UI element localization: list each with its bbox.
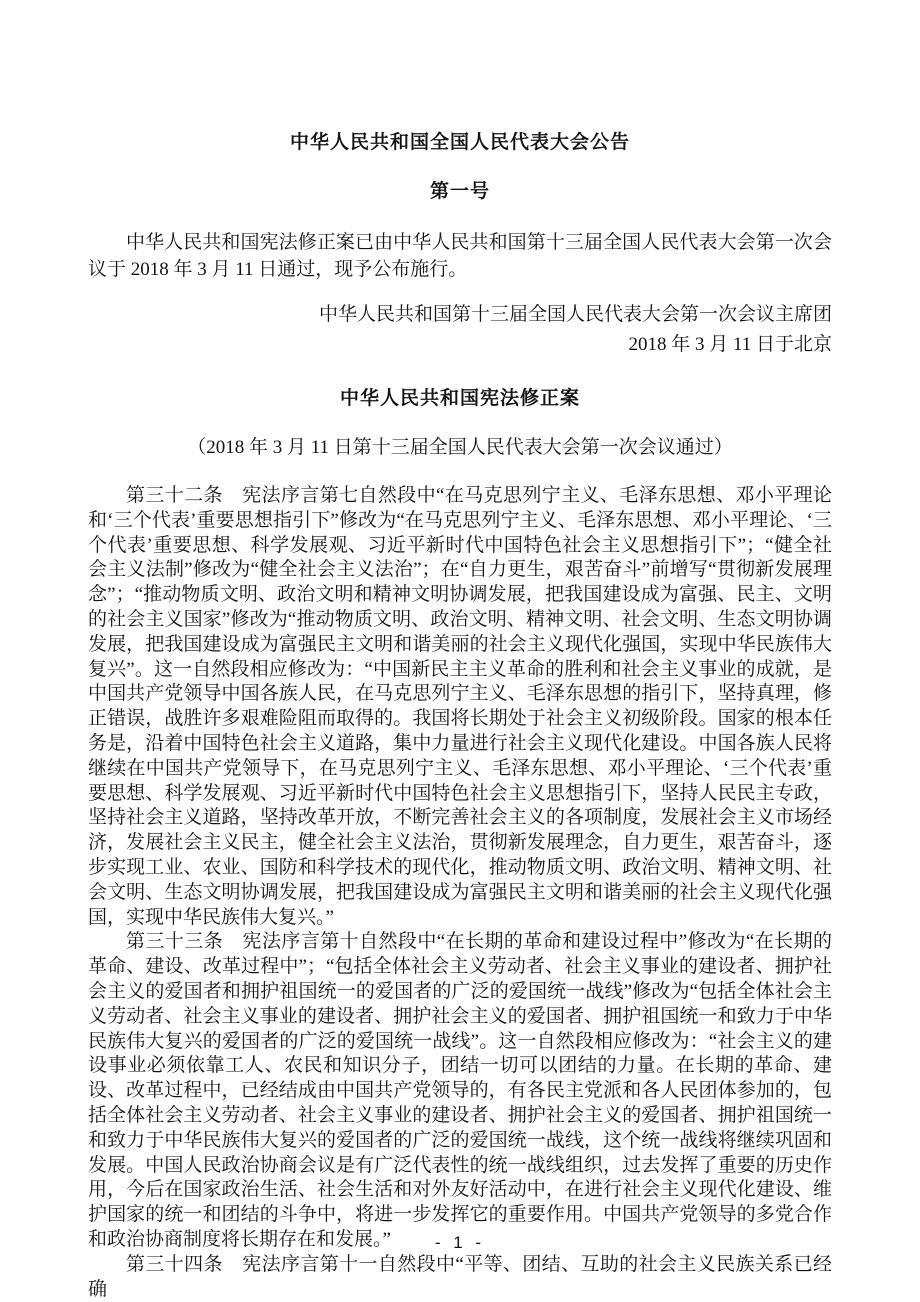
amendment-subtitle: （2018 年 3 月 11 日第十三届全国人民代表大会第一次会议通过） (187, 437, 733, 458)
amendment-article-32: 第三十二条 宪法序言第七自然段中“在马克思列宁主义、毛泽东思想、邓小平理论和‘三个代表’重要思想指引下”修改为“在马克思列宁主义、毛泽东思想、邓小平理论、‘三个代表’重要思想、科学发展观、习近平新时代中国特色社会主义思想指引下”；“健全社会主义法制”修改为“健全社会主义法治”；在“自力更生，艰苦奋斗”前增写“贯彻新发展理念”；“推动物质文明、政治文明和精神文明协调发展，把我国建设成为富强、民主、文明的社会主义国家”修改为“推动物质文明、政治文明、精神文明、社会文明、生态文明协调发展，把我国建设成为富强民主文明和谐美丽的社会主义现代化强国，实现中华民族伟大复兴”。这一自然段相应修改为：“中国新民主主义革命的胜利和社会主义事业的成就，是中国共产党领导中国各族人民，在马克思列宁主义、毛泽东思想的指引下，坚持真理，修正错误，战胜许多艰难险阻而取得的。我国将长期处于社会主义初级阶段。国家的根本任务是，沿着中国特色社会主义道路，集中力量进行社会主义现代化建设。中国各族人民将继续在中国共产党领导下，在马克思列宁主义、毛泽东思想、邓小平理论、‘三个代表’重要思想、科学发展观、习近平新时代中国特色社会主义思想指引下，坚持人民民主专政，坚持社会主义道路，坚持改革开放，不断完善社会主义的各项制度，发展社会主义市场经济，发展社会主义民主，健全社会主义法治，贯彻新发展理念，自力更生，艰苦奋斗，逐步实现工业、农业、国防和科学技术的现代化，推动物质文明、政治文明、精神文明、社会文明、生态文明协调发展，把我国建设成为富强民主文明和谐美丽的社会主义现代化强国，实现中华民族伟大复兴。” (88, 485, 832, 928)
amendment-article-33: 第三十三条 宪法序言第十自然段中“在长期的革命和建设过程中”修改为“在长期的革命、建设、改革过程中”；“包括全体社会主义劳动者、社会主义事业的建设者、拥护社会主义的爱国者和拥护祖国统一的爱国者的广泛的爱国统一战线”修改为“包括全体社会主义劳动者、社会主义事业的建设者、拥护社会主义的爱国者、拥护祖国统一和致力于中华民族伟大复兴的爱国者的广泛的爱国统一战线”。这一自然段相应修改为：“社会主义的建设事业必须依靠工人、农民和知识分子，团结一切可以团结的力量。在长期的革命、建设、改革过程中，已经结成由中国共产党领导的，有各民主党派和各人民团体参加的，包括全体社会主义劳动者、社会主义事业的建设者、拥护社会主义的爱国者、拥护祖国统一和致力于中华民族伟大复兴的爱国者的广泛的爱国统一战线，这个统一战线将继续巩固和发展。中国人民政治协商会议是有广泛代表性的统一战线组织，过去发挥了重要的历史作用，今后在国家政治生活、社会生活和对外友好活动中，在进行社会主义现代化建设、维护国家的统一和团结的斗争中，将进一步发挥它的重要作用。中国共产党领导的多党合作和政治协商制度将长期存在和发展。” (88, 931, 832, 1250)
amendment-title: 中华人民共和国宪法修正案 (339, 388, 580, 409)
announcement-number: 第一号 (429, 181, 490, 202)
announcement-title: 中华人民共和国全国人民代表大会公告 (289, 132, 630, 153)
signature-date-place: 2018 年 3 月 11 日于北京 (628, 334, 832, 355)
page-number: - 1 - (434, 1233, 486, 1252)
announcement-body-paragraph: 中华人民共和国宪法修正案已由中华人民共和国第十三届全国人民代表大会第一次会议于 2018 年 3 月 11 日通过，现予公布施行。 (88, 232, 832, 280)
document-content (88, 0, 832, 1302)
signature-block (88, 300, 832, 360)
amendment-article-34-partial: 第三十四条 宪法序言第十一自然段中“平等、团结、互助的社会主义民族关系已经确 (88, 1253, 832, 1300)
signature-presidium: 中华人民共和国第十三届全国人民代表大会第一次会议主席团 (318, 304, 832, 325)
